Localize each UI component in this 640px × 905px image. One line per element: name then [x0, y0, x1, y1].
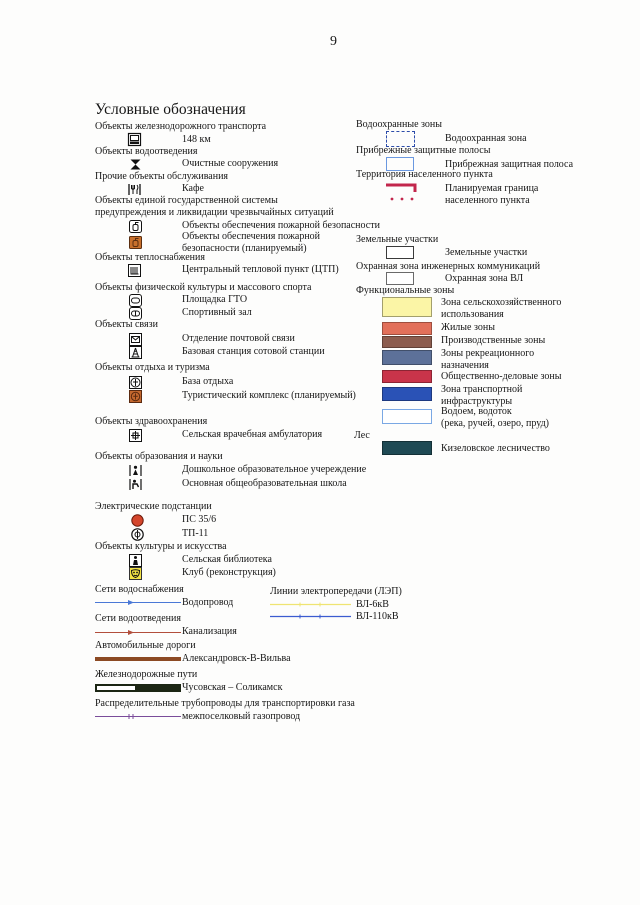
legend-label-school: Основная общеобразовательная школа — [182, 478, 347, 489]
legend-label-settlement-line1: Планируемая граница — [445, 183, 539, 194]
post-office-icon — [129, 333, 142, 346]
section-heading-sports: Объекты физической культуры и массового спорта — [95, 282, 312, 293]
fire-safety-planned-icon — [129, 236, 142, 249]
transformer-point-icon — [131, 528, 144, 541]
transport-zone-swatch — [382, 387, 432, 401]
section-heading-sewerage: Сети водоотведения — [95, 613, 181, 624]
section-heading-substations: Электрические подстанции — [95, 501, 212, 512]
school-icon — [129, 478, 142, 491]
legend-label-sports-hall: Спортивный зал — [182, 307, 252, 318]
legend-label-road: Александровск-В-Вильва — [182, 653, 291, 664]
legend-label-gto-ground: Площадка ГТО — [182, 294, 248, 305]
club-icon — [129, 567, 142, 580]
section-heading-culture: Объекты культуры и искусства — [95, 541, 227, 552]
utility-protection-swatch — [386, 272, 414, 285]
legend-label-power-line-6kv: ВЛ-6кВ — [356, 599, 389, 610]
substation-icon — [131, 514, 144, 527]
section-heading-recreation: Объекты отдыха и туризма — [95, 362, 210, 373]
legend-label-sewer: Канализация — [182, 626, 237, 637]
legend-label-cafe: Кафе — [182, 183, 204, 194]
power-line-6kv-symbol — [270, 601, 351, 608]
section-heading-water-disposal: Объекты водоотведения — [95, 146, 198, 157]
gas-pipeline-line-symbol — [95, 713, 181, 720]
railway-line-symbol — [95, 683, 181, 693]
legend-label-settlement-line2: населенного пункта — [445, 195, 530, 206]
legend-label-library: Сельская библиотека — [182, 554, 272, 565]
legend-label-transport-zone-line2: инфраструктуры — [441, 396, 513, 407]
sewer-line-symbol — [95, 629, 181, 636]
legend-label-fire-safety-planned-line2: безопасности (планируемый) — [182, 243, 307, 254]
treatment-facility-icon — [129, 158, 142, 171]
heat-point-icon — [128, 264, 141, 277]
tourist-complex-icon — [129, 390, 142, 403]
legend-label-water-pipe: Водопровод — [182, 597, 234, 608]
section-heading-forest: Лес — [354, 430, 370, 441]
section-heading-emergency-system-line2: предупреждения и ликвидации чрезвычайных ситуаций — [95, 207, 334, 218]
kindergarten-icon — [129, 464, 142, 477]
legend-label-industrial-zone: Производственные зоны — [441, 335, 546, 346]
section-heading-land-plots: Земельные участки — [356, 234, 439, 245]
legend-label-kindergarten: Дошкольное образовательное учереждение — [182, 464, 367, 475]
legend-label-heat-point: Центральный тепловой пункт (ЦТП) — [182, 264, 339, 275]
section-heading-healthcare: Объекты здравоохранения — [95, 416, 208, 427]
power-line-110kv-symbol — [270, 613, 351, 620]
gto-ground-icon — [129, 294, 142, 307]
legend-label-treatment-facility: Очистные сооружения — [182, 158, 279, 169]
industrial-zone-swatch — [382, 336, 432, 348]
legend-label-agricultural-zone-line2: использования — [441, 309, 504, 320]
legend-label-land-plots: Земельные участки — [445, 247, 528, 258]
public-business-zone-swatch — [382, 370, 432, 383]
legend-label-148-km: 148 км — [182, 134, 211, 145]
legend-label-residential-zone: Жилые зоны — [441, 322, 495, 333]
section-heading-coastal-strip: Прибрежные защитные полосы — [356, 145, 491, 156]
clinic-icon — [129, 429, 142, 442]
legend-label-post-office: Отделение почтовой связи — [182, 333, 295, 344]
legend-label-transport-zone-line1: Зона транспортной — [441, 384, 523, 395]
section-heading-power-lines: Линии электропередачи (ЛЭП) — [270, 586, 402, 597]
section-heading-other-services: Прочие объекты обслуживания — [95, 171, 229, 182]
recreational-zone-swatch — [382, 350, 432, 365]
legend-label-water-body-line1: Водоем, водоток — [441, 406, 512, 417]
section-heading-rail-transport: Объекты железнодорожного транспорта — [95, 121, 267, 132]
legend-label-cell-tower: Базовая станция сотовой станции — [182, 346, 325, 357]
section-heading-functional-zones: Функциональные зоны — [356, 285, 455, 296]
water-body-swatch — [382, 409, 432, 424]
legend-label-coastal-strip: Прибрежная защитная полоса — [445, 159, 574, 170]
legend-label-tourist-complex: Туристический комплекс (планируемый) — [182, 390, 356, 401]
legend-label-water-body-line2: (река, ручей, озеро, пруд) — [441, 418, 549, 429]
legend-label-clinic: Сельская врачебная амбулатория — [182, 429, 323, 440]
road-line-symbol — [95, 657, 181, 661]
section-heading-railways: Железнодорожные пути — [95, 669, 198, 680]
legend-label-power-line-110kv: ВЛ-110кВ — [356, 611, 399, 622]
railway-station-icon — [128, 133, 141, 146]
legend-label-recreational-zone-line2: назначения — [441, 360, 489, 371]
library-icon — [129, 554, 142, 567]
legend-label-fire-safety-planned-line1: Объекты обеспечения пожарной — [182, 231, 321, 242]
legend-label-forestry: Кизеловское лесничество — [441, 443, 550, 454]
section-heading-settlement: Территория населенного пункта — [356, 169, 493, 180]
fire-safety-icon — [129, 220, 142, 233]
forestry-swatch — [382, 441, 432, 455]
section-heading-gas-pipelines: Распределительные трубопроводы для транспортировки газа — [95, 698, 355, 709]
page-number: 9 — [330, 34, 337, 49]
section-heading-education: Объекты образования и науки — [95, 451, 223, 462]
legend-label-substation-35-6: ПС 35/6 — [182, 514, 217, 525]
section-heading-communication: Объекты связи — [95, 319, 158, 330]
legend-label-railway: Чусовская – Соликамск — [182, 682, 283, 693]
legend-label-recreational-zone-line1: Зоны рекреационного — [441, 348, 535, 359]
residential-zone-swatch — [382, 322, 432, 335]
agricultural-zone-swatch — [382, 297, 432, 317]
legend-label-fire-safety: Объекты обеспечения пожарной безопасности — [182, 220, 380, 231]
settlement-boundary-symbol — [385, 181, 417, 203]
cell-tower-icon — [129, 346, 142, 359]
legend-label-transformer-point: ТП-11 — [182, 528, 209, 539]
section-heading-water-supply: Сети водоснабжения — [95, 584, 184, 595]
land-plots-swatch — [386, 246, 414, 259]
section-heading-emergency-system-line1: Объекты единой государственной системы — [95, 195, 278, 206]
section-heading-utility-protection: Охранная зона инженерных коммуникаций — [356, 261, 541, 272]
section-heading-roads: Автомобильные дороги — [95, 640, 196, 651]
water-pipe-line-symbol — [95, 599, 181, 606]
legend-label-club: Клуб (реконструкция) — [182, 567, 276, 578]
section-heading-heat-supply: Объекты теплоснабжения — [95, 252, 205, 263]
page-title: Условные обозначения — [95, 101, 246, 118]
section-heading-water-protection: Водоохранные зоны — [356, 119, 442, 130]
recreation-base-icon — [129, 376, 142, 389]
legend-label-gas-pipeline: межпоселковый газопровод — [182, 711, 301, 722]
legend-label-utility-protection: Охранная зона ВЛ — [445, 273, 524, 284]
legend-label-water-protection-zone: Водоохранная зона — [445, 133, 527, 144]
legend-label-recreation-base: База отдыха — [182, 376, 234, 387]
legend-label-public-business-zone: Общественно-деловые зоны — [441, 371, 562, 382]
legend-label-agricultural-zone-line1: Зона сельскохозяйственного — [441, 297, 562, 308]
